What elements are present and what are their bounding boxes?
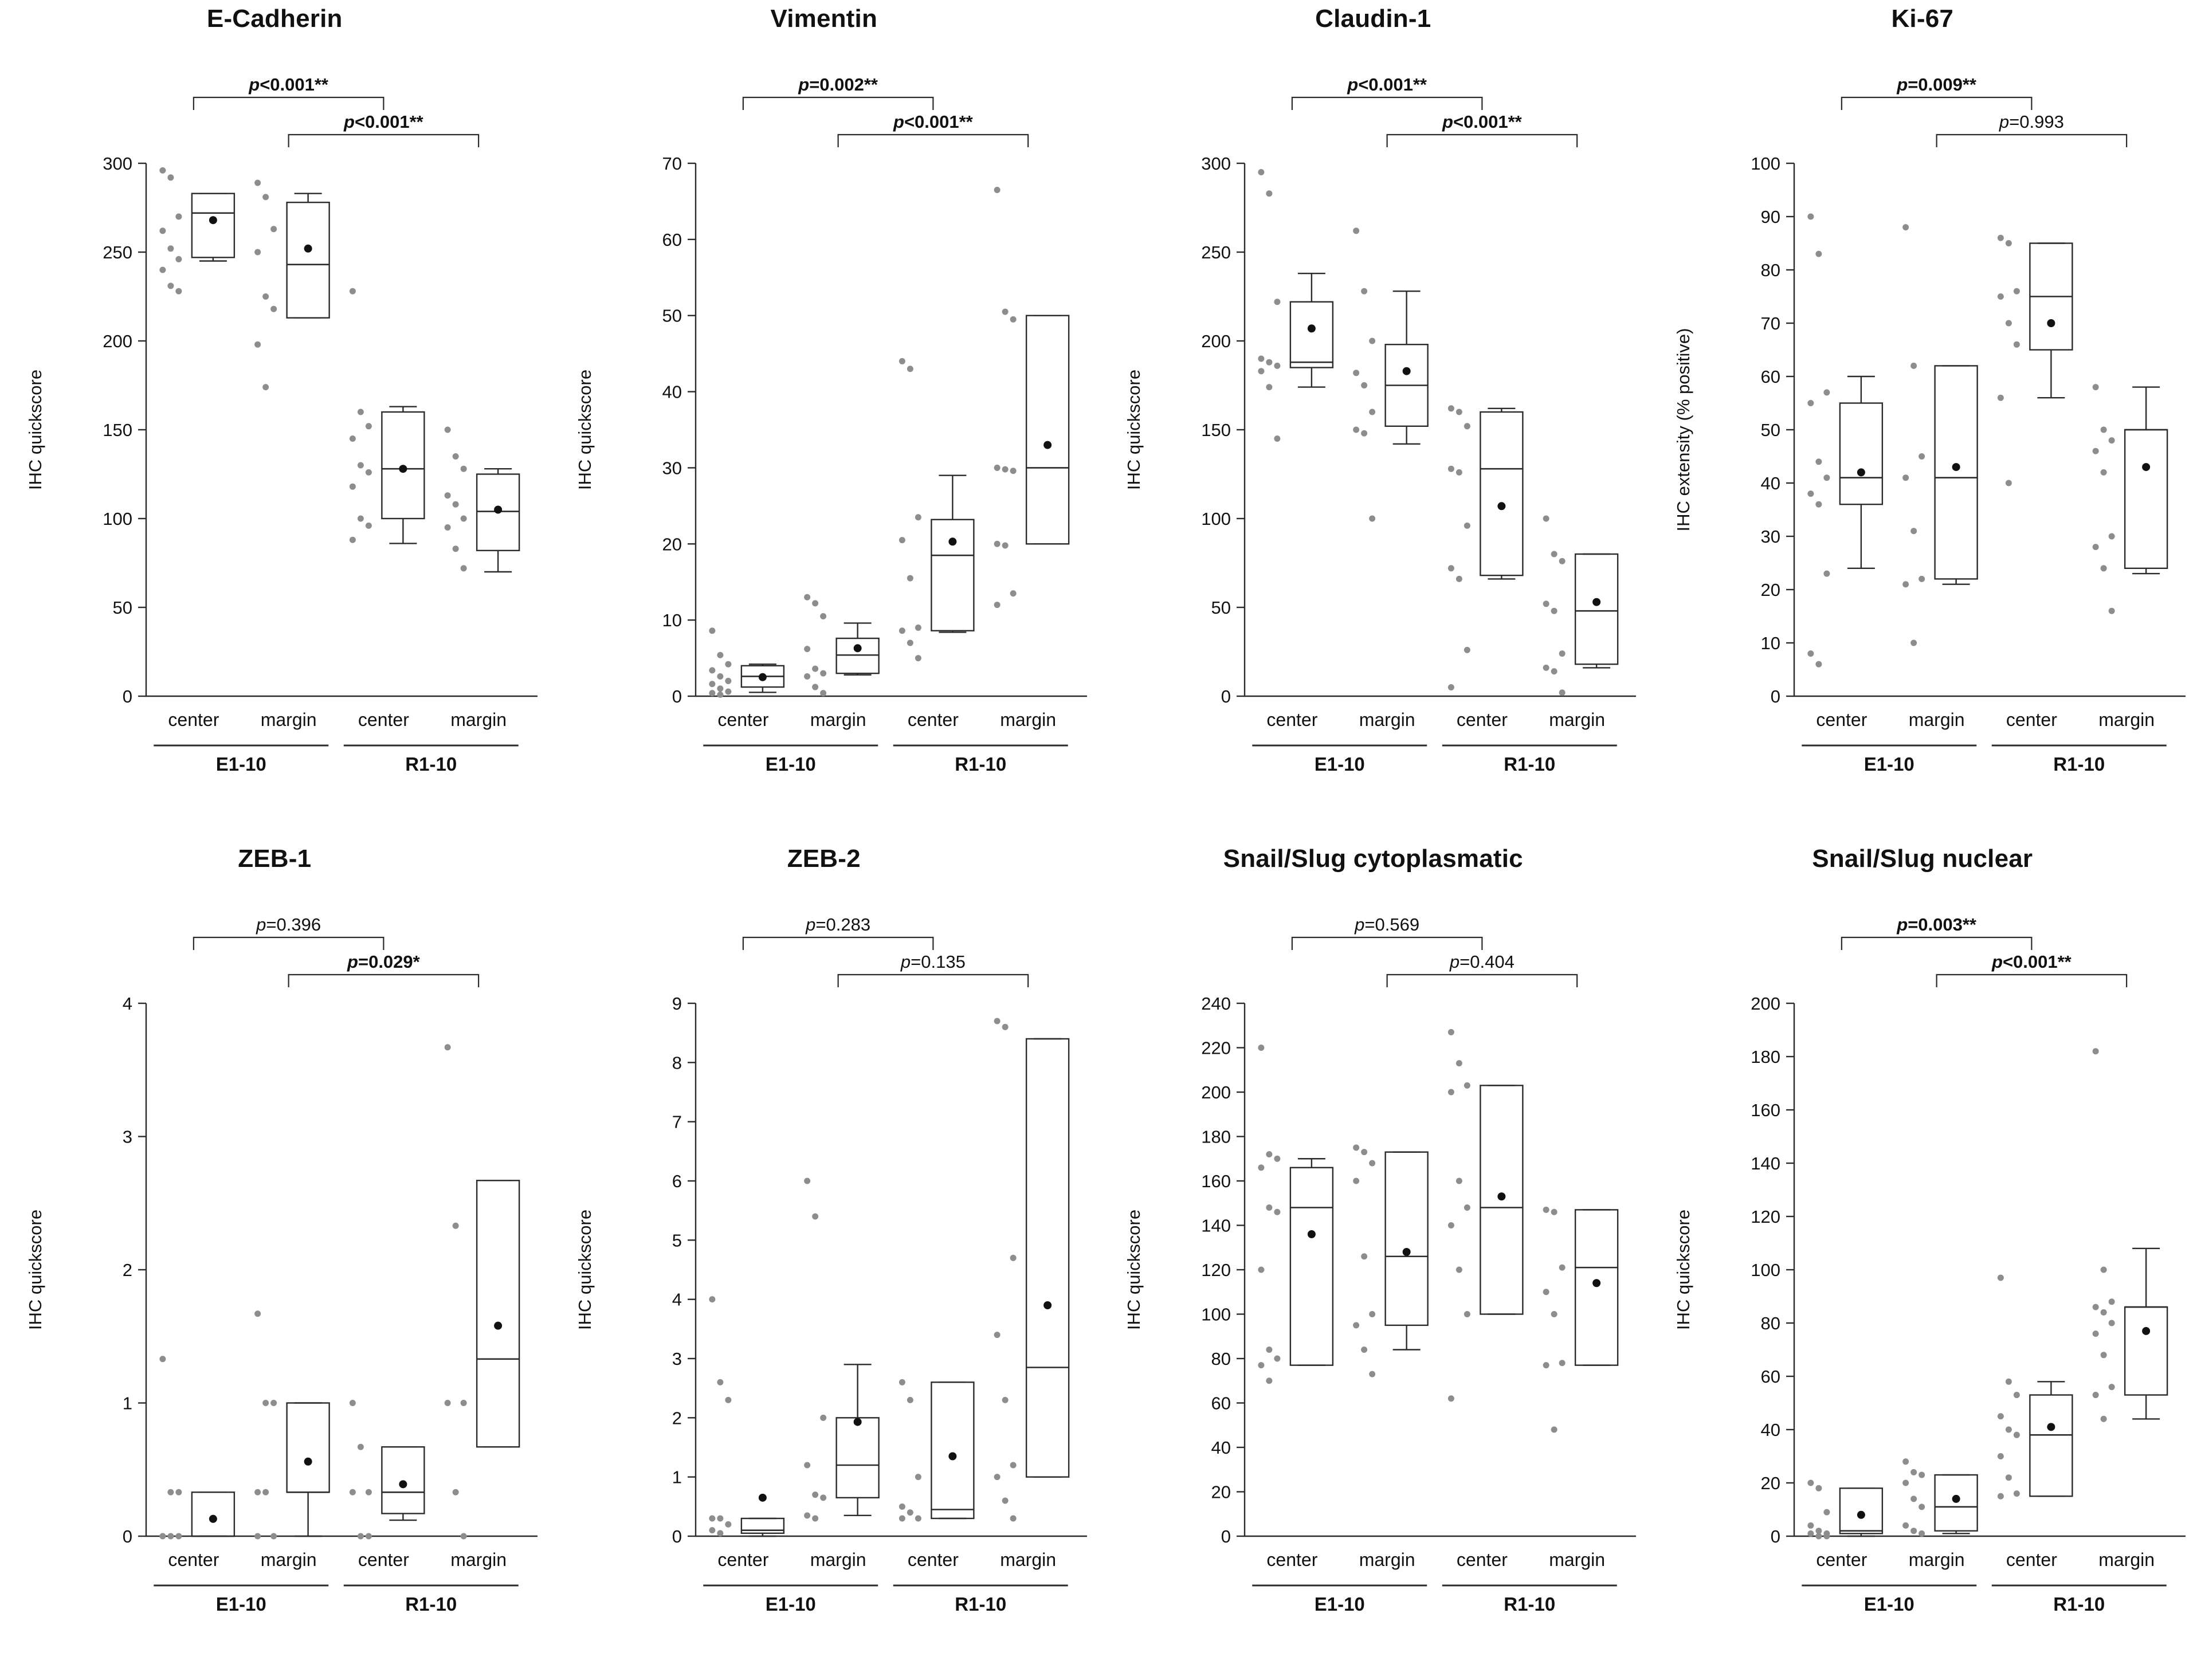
svg-text:E1-10: E1-10 (1863, 1593, 1914, 1615)
svg-text:margin: margin (450, 1549, 507, 1570)
svg-text:40: 40 (662, 382, 682, 402)
svg-text:80: 80 (1211, 1349, 1231, 1369)
svg-text:p<0.001**: p<0.001** (1991, 952, 2072, 972)
svg-text:R1-10: R1-10 (954, 753, 1006, 775)
boxplot-svg (0, 840, 549, 1680)
svg-text:2: 2 (122, 1260, 132, 1280)
svg-text:center: center (1266, 709, 1318, 730)
svg-text:60: 60 (1211, 1393, 1231, 1414)
svg-text:margin: margin (1908, 709, 1965, 730)
chart-panel-5 (0, 840, 550, 1680)
svg-text:200: 200 (1201, 1082, 1231, 1102)
svg-text:IHC quickscore: IHC quickscore (1673, 1209, 1693, 1330)
svg-text:margin: margin (1908, 1549, 1965, 1570)
svg-text:1: 1 (672, 1467, 682, 1487)
chart-panel-3 (1098, 0, 1648, 840)
svg-text:p<0.001**: p<0.001** (1442, 112, 1522, 132)
svg-text:2: 2 (672, 1408, 682, 1428)
svg-text:p<0.001**: p<0.001** (344, 112, 423, 132)
svg-text:p<0.001**: p<0.001** (249, 74, 328, 95)
svg-text:R1-10: R1-10 (1504, 753, 1556, 775)
svg-text:10: 10 (662, 610, 682, 631)
svg-text:0: 0 (1221, 1526, 1231, 1546)
svg-text:center: center (907, 1549, 959, 1570)
chart-title: Snail/Slug cytoplasmatic (1223, 845, 1523, 873)
svg-text:250: 250 (103, 242, 132, 262)
boxplot-svg (1648, 0, 2197, 840)
svg-text:120: 120 (1750, 1207, 1780, 1227)
svg-text:250: 250 (1201, 242, 1231, 262)
svg-text:40: 40 (1760, 1420, 1780, 1440)
svg-text:center: center (717, 709, 768, 730)
svg-text:E1-10: E1-10 (765, 753, 816, 775)
svg-text:20: 20 (1211, 1482, 1231, 1502)
svg-text:200: 200 (1750, 994, 1780, 1014)
svg-text:1: 1 (122, 1393, 132, 1414)
svg-text:margin: margin (1359, 709, 1415, 730)
svg-text:E1-10: E1-10 (215, 1593, 266, 1615)
svg-text:R1-10: R1-10 (1504, 1593, 1556, 1615)
svg-text:margin: margin (810, 709, 866, 730)
chart-title: ZEB-1 (238, 845, 312, 873)
svg-text:70: 70 (662, 154, 682, 174)
svg-text:p=0.009**: p=0.009** (1896, 74, 1976, 95)
svg-text:p=0.569: p=0.569 (1355, 914, 1420, 935)
svg-text:150: 150 (103, 420, 132, 440)
svg-text:0: 0 (672, 686, 682, 706)
svg-text:R1-10: R1-10 (2053, 753, 2105, 775)
svg-text:180: 180 (1750, 1047, 1780, 1067)
svg-text:margin: margin (1549, 709, 1606, 730)
svg-text:140: 140 (1201, 1215, 1231, 1236)
svg-text:p=0.029*: p=0.029* (347, 952, 420, 972)
svg-text:90: 90 (1760, 207, 1780, 227)
svg-text:center: center (907, 709, 959, 730)
svg-text:160: 160 (1750, 1100, 1780, 1120)
svg-text:p<0.001**: p<0.001** (893, 112, 973, 132)
svg-text:80: 80 (1760, 1313, 1780, 1333)
svg-text:0: 0 (1770, 1526, 1780, 1546)
svg-text:center: center (168, 1549, 219, 1570)
chart-title: E-Cadherin (206, 5, 343, 33)
svg-text:4: 4 (672, 1289, 682, 1310)
svg-text:center: center (1815, 709, 1867, 730)
svg-text:100: 100 (1201, 1304, 1231, 1325)
svg-text:100: 100 (103, 509, 132, 529)
svg-text:p=0.003**: p=0.003** (1896, 914, 1976, 935)
svg-text:100: 100 (1750, 154, 1780, 174)
svg-text:IHC quickscore: IHC quickscore (574, 369, 595, 490)
svg-text:10: 10 (1760, 633, 1780, 653)
svg-text:IHC extensity (% positive): IHC extensity (% positive) (1673, 328, 1693, 532)
svg-text:IHC quickscore: IHC quickscore (25, 369, 45, 490)
svg-text:margin: margin (260, 1549, 317, 1570)
svg-text:20: 20 (662, 534, 682, 555)
svg-text:IHC quickscore: IHC quickscore (1124, 1209, 1144, 1330)
svg-text:6: 6 (672, 1171, 682, 1191)
svg-text:40: 40 (1760, 473, 1780, 493)
svg-text:center: center (2006, 709, 2057, 730)
svg-text:60: 60 (1760, 1367, 1780, 1387)
svg-text:E1-10: E1-10 (1314, 753, 1365, 775)
chart-panel-1 (0, 0, 550, 840)
boxplot-svg (1098, 840, 1647, 1680)
boxplot-svg (1098, 0, 1647, 840)
chart-panel-7 (1098, 840, 1648, 1680)
svg-text:E1-10: E1-10 (765, 1593, 816, 1615)
chart-panel-2 (550, 0, 1099, 840)
svg-text:center: center (358, 1549, 409, 1570)
svg-text:p<0.001**: p<0.001** (1347, 74, 1427, 95)
svg-text:20: 20 (1760, 1473, 1780, 1493)
svg-text:20: 20 (1760, 580, 1780, 600)
svg-text:60: 60 (662, 229, 682, 250)
svg-text:p=0.396: p=0.396 (256, 914, 321, 935)
chart-title: Claudin-1 (1315, 5, 1431, 33)
svg-text:120: 120 (1201, 1260, 1231, 1280)
svg-text:center: center (1456, 709, 1508, 730)
svg-text:50: 50 (112, 598, 132, 618)
chart-title: ZEB-2 (787, 845, 861, 873)
svg-text:0: 0 (122, 686, 132, 706)
svg-text:300: 300 (103, 154, 132, 174)
svg-text:100: 100 (1750, 1260, 1780, 1280)
svg-text:margin: margin (810, 1549, 866, 1570)
svg-text:R1-10: R1-10 (405, 753, 457, 775)
svg-text:center: center (1456, 1549, 1508, 1570)
svg-text:40: 40 (1211, 1438, 1231, 1458)
svg-text:200: 200 (103, 331, 132, 351)
svg-text:180: 180 (1201, 1126, 1231, 1147)
svg-text:70: 70 (1760, 313, 1780, 333)
svg-text:margin: margin (999, 709, 1056, 730)
svg-text:center: center (168, 709, 219, 730)
svg-text:margin: margin (2098, 709, 2155, 730)
chart-panel-4 (1648, 0, 2197, 840)
svg-text:p=0.993: p=0.993 (1999, 112, 2064, 132)
chart-title: Ki-67 (1891, 5, 1954, 33)
svg-text:R1-10: R1-10 (954, 1593, 1006, 1615)
chart-panel-6 (550, 840, 1099, 1680)
svg-text:60: 60 (1760, 367, 1780, 387)
svg-text:9: 9 (672, 994, 682, 1014)
svg-text:150: 150 (1201, 420, 1231, 440)
svg-text:margin: margin (1549, 1549, 1606, 1570)
boxplot-svg (0, 0, 549, 840)
svg-text:4: 4 (122, 994, 132, 1014)
svg-text:p=0.283: p=0.283 (805, 914, 870, 935)
boxplot-svg (550, 840, 1098, 1680)
svg-text:3: 3 (672, 1349, 682, 1369)
svg-text:30: 30 (662, 458, 682, 478)
svg-text:300: 300 (1201, 154, 1231, 174)
svg-text:center: center (1266, 1549, 1318, 1570)
svg-text:160: 160 (1201, 1171, 1231, 1191)
svg-text:5: 5 (672, 1230, 682, 1251)
svg-text:80: 80 (1760, 260, 1780, 280)
svg-text:p=0.135: p=0.135 (900, 952, 966, 972)
svg-text:p=0.404: p=0.404 (1449, 952, 1515, 972)
svg-text:center: center (2006, 1549, 2057, 1570)
chart-title: Vimentin (770, 5, 878, 33)
svg-text:IHC quickscore: IHC quickscore (25, 1209, 45, 1330)
svg-text:7: 7 (672, 1112, 682, 1132)
svg-text:0: 0 (1221, 686, 1231, 706)
svg-text:margin: margin (260, 709, 317, 730)
svg-text:50: 50 (662, 305, 682, 326)
svg-text:center: center (1815, 1549, 1867, 1570)
boxplot-svg (550, 0, 1098, 840)
svg-text:50: 50 (1211, 598, 1231, 618)
svg-text:margin: margin (999, 1549, 1056, 1570)
svg-text:IHC quickscore: IHC quickscore (574, 1209, 595, 1330)
svg-text:100: 100 (1201, 509, 1231, 529)
svg-text:0: 0 (122, 1526, 132, 1546)
svg-text:R1-10: R1-10 (2053, 1593, 2105, 1615)
svg-text:R1-10: R1-10 (405, 1593, 457, 1615)
svg-text:200: 200 (1201, 331, 1231, 351)
svg-text:center: center (358, 709, 409, 730)
svg-text:E1-10: E1-10 (1314, 1593, 1365, 1615)
chart-panel-8 (1648, 840, 2197, 1680)
svg-text:50: 50 (1760, 420, 1780, 440)
svg-text:0: 0 (1770, 686, 1780, 706)
svg-text:center: center (717, 1549, 768, 1570)
svg-text:240: 240 (1201, 994, 1231, 1014)
svg-text:3: 3 (122, 1126, 132, 1147)
svg-text:p=0.002**: p=0.002** (798, 74, 878, 95)
svg-text:margin: margin (2098, 1549, 2155, 1570)
svg-text:E1-10: E1-10 (1863, 753, 1914, 775)
svg-text:margin: margin (1359, 1549, 1415, 1570)
svg-text:8: 8 (672, 1053, 682, 1073)
svg-text:30: 30 (1760, 527, 1780, 547)
svg-text:140: 140 (1750, 1153, 1780, 1173)
svg-text:E1-10: E1-10 (215, 753, 266, 775)
svg-text:IHC quickscore: IHC quickscore (1124, 369, 1144, 490)
chart-title: Snail/Slug nuclear (1812, 845, 2033, 873)
svg-text:margin: margin (450, 709, 507, 730)
svg-text:0: 0 (672, 1526, 682, 1546)
boxplot-svg (1648, 840, 2197, 1680)
svg-text:220: 220 (1201, 1038, 1231, 1058)
